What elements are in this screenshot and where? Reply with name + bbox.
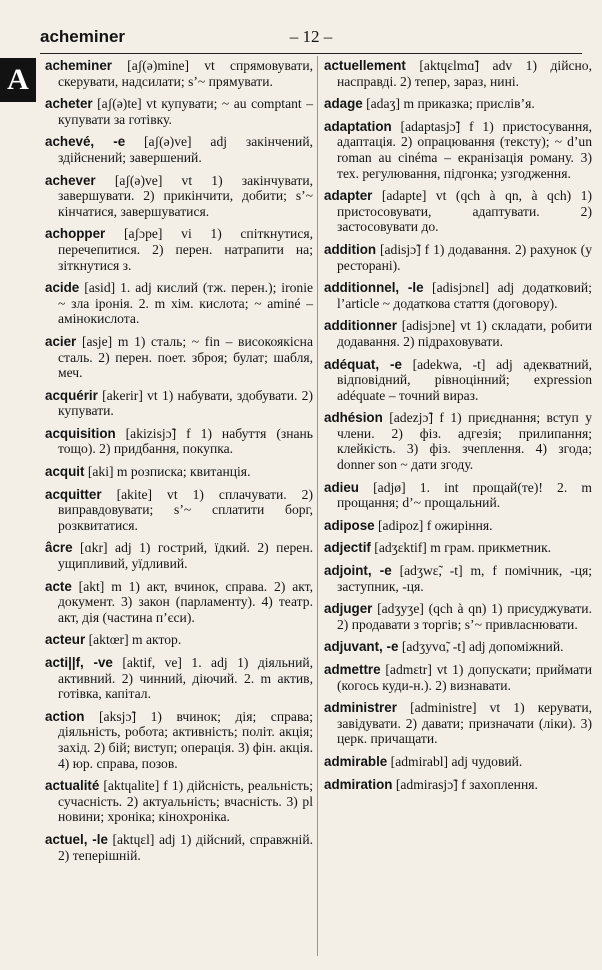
dictionary-entry (324, 119, 592, 181)
entry-transcription: [aʃ(ə)mine] (127, 58, 190, 73)
entry-transcription: [aktœr] (88, 632, 129, 648)
entry-transcription: [adezjɔ̃] (389, 410, 433, 426)
dictionary-entry (45, 58, 313, 89)
entry-transcription: [aktif, ve] (122, 655, 182, 670)
entry-headword: achopper (45, 226, 106, 242)
entry-transcription: [admɛtr] (385, 662, 432, 677)
entry-definition: 1. adj 1) діяльний, активний. 2) чинний, діючий. 2. m актив, готівка, капітал. (58, 655, 314, 702)
entry-transcription: [aktɥalite] (103, 778, 160, 794)
entry-transcription: [aki] (87, 464, 114, 480)
entry-definition: adv 1) дійсно, насправді. 2) тепер, зараз, нині. (337, 58, 592, 89)
entry-transcription: [akizisjɔ̃] (125, 425, 177, 441)
dictionary-entry (45, 655, 313, 702)
entry-transcription: [aʃ(ə)te] (97, 96, 142, 112)
dictionary-entry (324, 96, 592, 112)
entry-headword: acte (45, 578, 72, 594)
entry-definition: vt 1) закінчувати, завершувати. 2) прикінчити, добити; s’~ кінчатися, завершуватися. (58, 172, 313, 219)
entry-headword: admiration (324, 776, 393, 792)
entry-definition: f 1) пристосування, адаптація. 2) опрацювання (тексту); ~ d’un roman au cinéma – екранізація роману. 3) тех. регулювання, підгонка; узгодження. (337, 118, 592, 181)
entry-definition: f 1) набуття (знань тощо). 2) придбання, покупка. (58, 425, 313, 457)
page-number: – 12 – (289, 27, 333, 46)
dictionary-entry (45, 778, 313, 825)
dictionary-entry (324, 518, 592, 534)
entry-definition: 1. int прощай(те)! 2. m прощання; d’~ прощальний. (337, 479, 592, 511)
entry-headword: actuellement (324, 58, 406, 73)
dictionary-entry (45, 334, 313, 381)
entry-transcription: [adʒyvɑ̃, -t] (401, 639, 466, 655)
entry-headword: adjoint, -e (324, 563, 392, 579)
entry-headword: adage (324, 96, 363, 112)
entry-headword: adjuger (324, 601, 373, 617)
entry-headword: acheter (45, 96, 93, 112)
entry-definition: f захоплення. (461, 776, 538, 792)
entry-definition: vt 1) сплачувати. 2) виправдовувати; s’~ сплатити борг, розквитатися. (58, 486, 313, 533)
entry-transcription: [aʃ(ə)ve] (144, 134, 192, 150)
entry-transcription: [adisjɔ̃] (379, 241, 421, 257)
entry-transcription: [akite] (116, 486, 153, 502)
entry-headword: actualité (45, 778, 100, 794)
entry-transcription: [adipoz] (378, 517, 424, 533)
left-column (45, 58, 313, 870)
entry-definition: vt купувати; ~ au comptant – купувати за готівку. (58, 96, 313, 127)
dictionary-entry (324, 357, 592, 404)
entry-definition: m грам. прикметник. (430, 540, 552, 556)
dictionary-entry (324, 318, 592, 349)
section-letter-tab: A (0, 58, 36, 102)
entry-headword: achevé, -e (45, 134, 126, 150)
entry-headword: admirable (324, 753, 388, 769)
dictionary-entry (324, 639, 592, 655)
entry-definition: f ожиріння. (426, 517, 493, 533)
dictionary-entry (45, 832, 313, 863)
dictionary-entry (324, 410, 592, 472)
entry-headword: acquit (45, 464, 85, 480)
dictionary-entry (45, 280, 313, 327)
entry-transcription: [administre] (410, 700, 477, 716)
entry-headword: acheminer (45, 58, 112, 73)
entry-transcription: [adisjɔne] (401, 318, 456, 334)
dictionary-entry (324, 480, 592, 511)
dictionary-entry (45, 709, 313, 771)
entry-headword: acier (45, 333, 77, 349)
entry-headword: âcre (45, 540, 73, 556)
entry-transcription: [adekwa, -t] (412, 356, 486, 372)
dictionary-entry (45, 134, 313, 165)
dictionary-entry (45, 464, 313, 480)
entry-definition: adj додатковий; l’article ~ додаткова стаття (договору). (337, 280, 592, 311)
entry-headword: acti||f, -ve (45, 655, 113, 670)
dictionary-entry (324, 540, 592, 556)
entry-transcription: [asje] (81, 333, 113, 349)
entry-definition: f 1) приєднання; вступ у члени. 2) фіз. адгезія; прилипання; клейкість. 3) фіз. зчеплення. 4) згода; donner son ~ дати згоду. (337, 410, 592, 473)
guide-word: acheminer (40, 27, 126, 46)
entry-transcription: [asid] (84, 280, 116, 296)
entry-transcription: [aksjɔ̃] (99, 708, 137, 724)
entry-transcription: [aktɥɛlmɑ̃] (419, 58, 480, 73)
entry-headword: acquisition (45, 425, 116, 441)
entry-headword: action (45, 708, 85, 724)
entry-definition: 1) вчинок; дія; справа; діяльність, робота; активність; політ. акція; захід. 2) бій; виступ; операція. 3) фін. акція. 4) юр. справа, позов. (58, 708, 313, 771)
entry-transcription: [aktɥɛl] (112, 831, 155, 847)
entry-headword: additionner (324, 318, 397, 334)
entry-headword: acide (45, 280, 80, 296)
entry-definition: adj адекватний, відповідний, рівноцінний; expression adéquate – точний вираз. (337, 356, 593, 403)
entry-definition: m, f помічник, -ця; заступник, -ця. (337, 563, 593, 594)
entry-transcription: [adaptasjɔ̃] (400, 118, 461, 134)
entry-transcription: [adʒwɛ̃, -t] (399, 563, 463, 579)
entry-headword: adjectif (324, 540, 371, 556)
entry-headword: additionnel, -le (324, 280, 424, 296)
entry-transcription: [adapte] (381, 188, 427, 204)
entry-transcription: [adjø] (373, 479, 406, 495)
entry-headword: adipose (324, 517, 375, 533)
entry-headword: adéquat, -e (324, 356, 402, 372)
entry-transcription: [aʃ(ə)ve] (114, 172, 163, 188)
entry-definition: vt 1) допускати; приймати (когось куди-н.). 2) визнавати. (337, 662, 592, 693)
dictionary-entry (324, 563, 592, 594)
dictionary-entry (45, 487, 313, 534)
dictionary-entry (324, 188, 592, 235)
entry-headword: acquitter (45, 486, 102, 502)
entry-transcription: [ɑkr] (80, 540, 108, 556)
entry-transcription: [aʃɔpe] (123, 226, 163, 242)
right-column (324, 58, 592, 799)
entry-headword: actuel, -le (45, 831, 108, 847)
dictionary-entry (45, 632, 313, 648)
entry-headword: adaptation (324, 118, 392, 134)
entry-headword: acteur (45, 632, 86, 648)
entry-definition: adj 1) дійсний, справжній. 2) теперішній. (58, 831, 313, 863)
entry-headword: acquérir (45, 387, 98, 403)
dictionary-entry (324, 777, 592, 793)
dictionary-entry (324, 662, 592, 693)
entry-headword: adhésion (324, 410, 383, 426)
dictionary-entry (324, 601, 592, 632)
entry-definition: vt 1) складати, робити додавання. 2) підраховувати. (337, 318, 593, 349)
entry-headword: adjuvant, -e (324, 639, 399, 655)
entry-transcription: [akt] (78, 578, 105, 594)
entry-definition: m 1) сталь; ~ fin – високоякісна сталь. 2) перен. поет. зброя; булат; шабля, меч. (58, 333, 313, 381)
dictionary-entry (45, 579, 313, 626)
entry-definition: f 1) додавання. 2) рахунок (у ресторані). (337, 241, 592, 273)
entry-definition: m розписка; квитанція. (116, 464, 251, 480)
entry-definition: vt спрямовувати, скерувати, надсилати; s’~ прямувати. (58, 58, 314, 89)
column-divider (317, 56, 318, 956)
dictionary-entry (45, 426, 313, 457)
entry-transcription: [admirabl] (390, 753, 449, 769)
dictionary-entry (324, 700, 592, 747)
entry-definition: vi 1) спіткнутися, перечепитися. 2) перен. натрапити на; зіткнутися з. (58, 226, 313, 273)
entry-definition: vt 1) керувати, завідувати. 2) давати; призначати (ліки). 3) церк. причащати. (337, 700, 592, 747)
entry-definition: adj допоміжний. (468, 639, 564, 655)
entry-definition: m актор. (132, 632, 182, 648)
entry-transcription: [adaʒ] (366, 96, 401, 112)
entry-headword: achever (45, 172, 96, 188)
entry-definition: (qch à qn) 1) присуджувати. 2) продавати з торгів; s’~ привласнювати. (337, 601, 592, 632)
entry-transcription: [admirasjɔ̃] (395, 776, 458, 792)
dictionary-entry (45, 388, 313, 419)
entry-definition: adj закінчений, здійснений; завершений. (58, 134, 313, 165)
entry-definition: m приказка; прислів’я. (403, 96, 535, 112)
entry-headword: addition (324, 241, 377, 257)
dictionary-entry (45, 540, 313, 571)
entry-definition: 1. adj кислий (тж. перен.); ironie ~ зла іронія. 2. m хім. кислота; ~ aminé – амінокислота. (58, 280, 313, 327)
dictionary-entry (324, 58, 592, 89)
entry-headword: admettre (324, 662, 381, 677)
entry-definition: f 1) дійсність, реальність; сучасність. 2) актуальність; вчасність. 3) pl новини; хроніка; кінохроніка. (58, 778, 313, 825)
dictionary-entry (45, 96, 313, 127)
entry-headword: adapter (324, 188, 373, 204)
dictionary-entry (324, 280, 592, 311)
entry-transcription: [adisjɔnɛl] (432, 280, 490, 296)
entry-definition: vt 1) набувати, здобувати. 2) купувати. (58, 387, 313, 419)
dictionary-entry (45, 226, 313, 273)
dictionary-entry (45, 173, 313, 220)
dictionary-entry (324, 754, 592, 770)
entry-headword: adieu (324, 479, 359, 495)
entry-definition: adj 1) гострий, їдкий. 2) перен. ущипливий, уїдливий. (58, 540, 313, 572)
entry-headword: administrer (324, 700, 397, 716)
dictionary-entry (324, 242, 592, 273)
entry-definition: adj чудовий. (451, 753, 523, 769)
entry-transcription: [adʒyʒe] (377, 601, 424, 617)
entry-transcription: [akerir] (102, 387, 143, 403)
page-header (40, 27, 582, 54)
entry-definition: m 1) акт, вчинок, справа. 2) акт, документ. 3) закон (парламенту). 4) театр. акт, дія (частина п’єси). (58, 578, 313, 625)
entry-transcription: [adʒɛktif] (374, 540, 427, 556)
entry-definition: vt (qch à qn, à qch) 1) пристосовувати, адаптувати. 2) застосовувати до. (337, 188, 592, 235)
